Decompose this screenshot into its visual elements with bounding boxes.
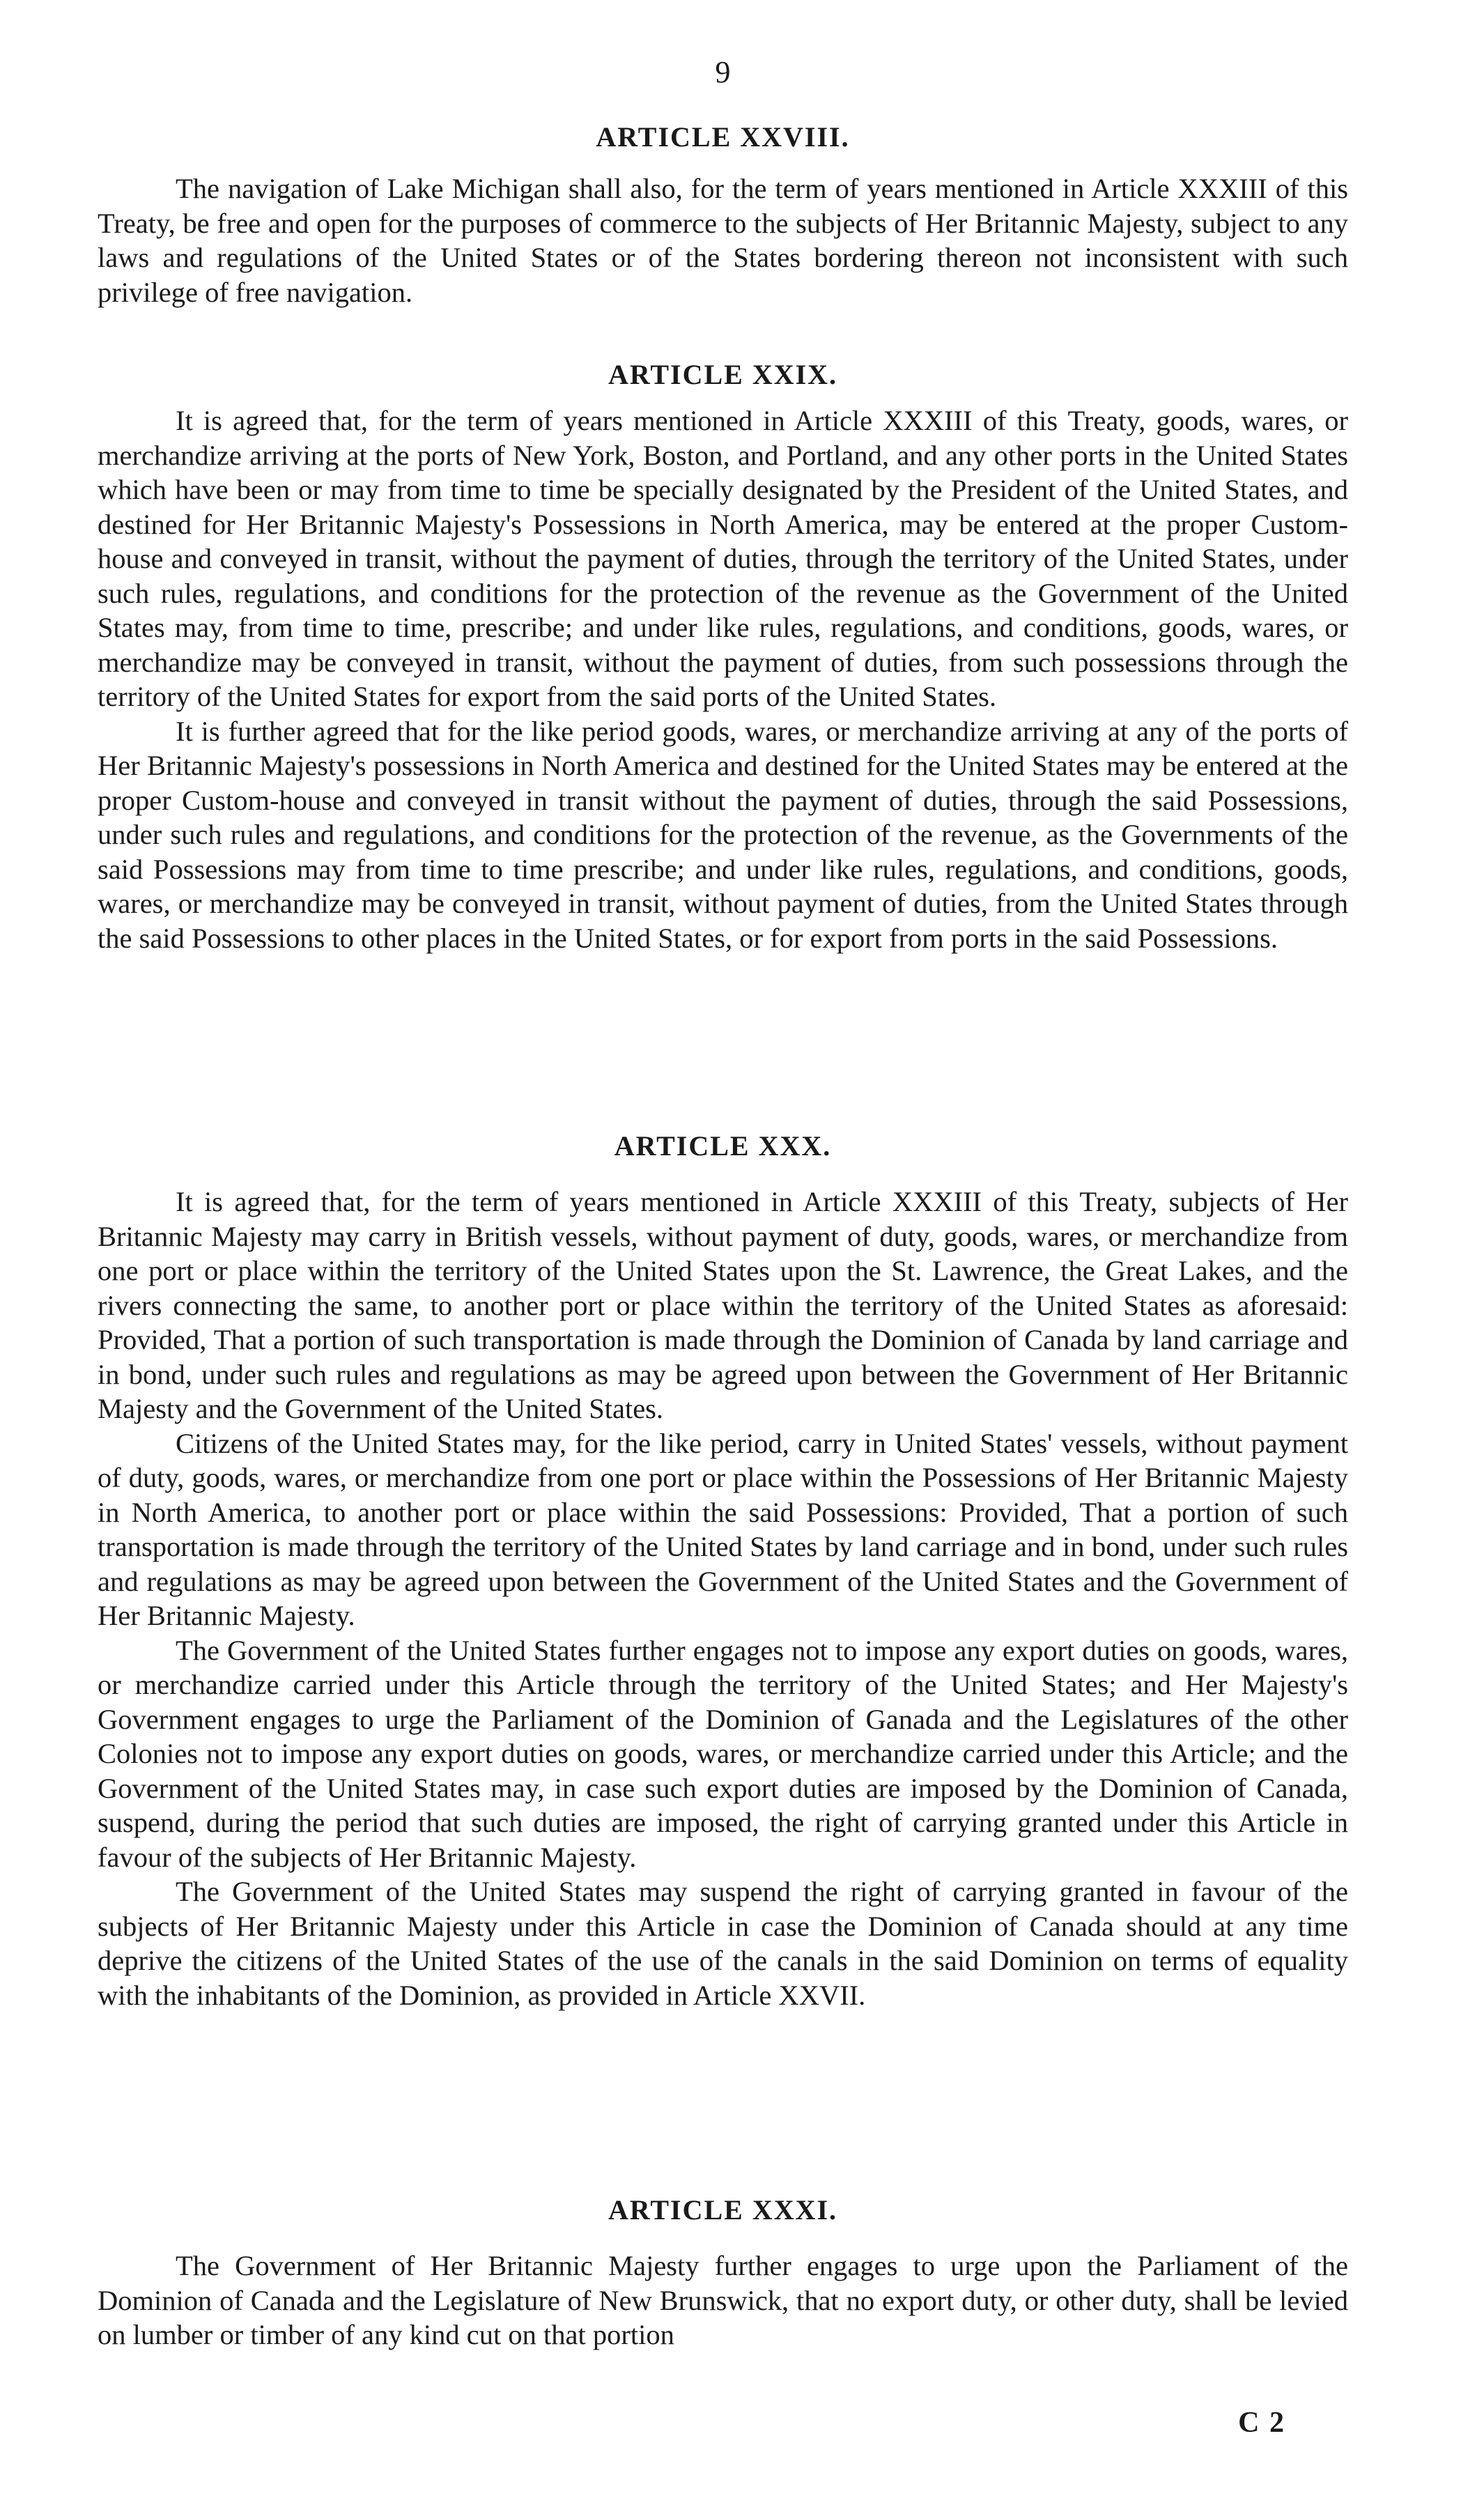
article-heading: ARTICLE XXX. [614,1130,832,1162]
article-paragraph: The navigation of Lake Michigan shall also, for the term of years mentioned in Article XXXIII of this Treaty, be free and open for the purposes of commerce to the subjects of Her Britannic Majesty, subject to any laws and regulations of the United States or of the States bordering thereon not inconsistent with such privilege of free navigation. [98,173,1348,308]
article-heading: ARTICLE XXXI. [608,2194,838,2226]
article-heading: ARTICLE XXVIII. [596,121,850,153]
article-paragraph: The Government of the United States further engages not to impose any export duties on goods, wares, or merchandize carried under this Article through the territory of the United States; and Her Majesty's Government engages to urge the Parliament of the Dominion of Ganada and the Legislatures of the other Colonies not to impose any export duties on goods, wares, or merchandize carried under this Article; and the Government of the United States may, in case such export duties are imposed by the Dominion of Canada, suspend, during the period that such duties are imposed, the right of carrying granted under this Article in favour of the subjects of Her Britannic Majesty. [98,1634,1348,1873]
article-paragraph: It is further agreed that for the like period goods, wares, or merchandize arriving at any of the ports of Her Britannic Majesty's possessions in North America and destined for the United States may be entered at the proper Custom-house and conveyed in transit without the payment of duties, through the said Possessions, under such rules and regulations, and conditions for the protection of the revenue, as the Governments of the said Possessions may from time to time prescribe; and under like rules, regulations, and conditions, goods, wares, or merchandize may be conveyed in transit, without payment of duties, from the United States through the said Possessions to other places in the United States, or for export from ports in the said Possessions. [98,715,1348,954]
article-xxxi [98,2193,1348,2352]
article-paragraph: It is agreed that, for the term of years mentioned in Article XXXIII of this Treaty, goods, wares, or merchandize arriving at the ports of New York, Boston, and Portland, and any other ports in the United States which have been or may from time to time be specially designated by the President of the United States, and destined for Her Britannic Majesty's Possessions in North America, may be entered at the proper Custom-house and conveyed in transit, without the payment of duties, through the territory of the United States, under such rules, regulations, and conditions for the protection of the revenue as the Government of the United States may, from time to time, prescribe; and under like rules, regulations, and conditions, goods, wares, or merchandize may be conveyed in transit, without the payment of duties, from such possessions through the territory of the United States for export from the said ports of the United States. [98,405,1348,712]
page-number: 9 [715,55,731,89]
article-paragraph: The Government of the United States may suspend the right of carrying granted in favour of the subjects of Her Britannic Majesty under this Article in case the Dominion of Canada should at any time deprive the citizens of the United States of the use of the canals in the said Dominion on terms of equality with the inhabitants of the Dominion, as provided in Article XXVII. [98,1876,1348,2011]
article-xxviii [98,120,1348,309]
article-xxix [98,357,1348,955]
article-xxx [98,1129,1348,2012]
signature-mark: C 2 [1238,2407,1285,2439]
document-page [98,0,1348,2498]
article-paragraph: It is agreed that, for the term of years mentioned in Article XXXIII of this Treaty, subjects of Her Britannic Majesty may carry in British vessels, without payment of duty, goods, wares, or merchandize from one port or place within the territory of the United States upon the St. Lawrence, the Great Lakes, and the rivers connecting the same, to another port or place within the territory of the United States as aforesaid: Provided, That a portion of such transportation is made through the Dominion of Canada by land carriage and in bond, under such rules and regulations as may be agreed upon between the Government of Her Britannic Majesty and the Government of the United States. [98,1186,1348,1424]
article-paragraph: The Government of Her Britannic Majesty further engages to urge upon the Parliament of the Dominion of Canada and the Legislature of New Brunswick, that no export duty, or other duty, shall be levied on lumber or timber of any kind cut on that portion [98,2250,1348,2350]
article-paragraph: Citizens of the United States may, for the like period, carry in United States' vessels, without payment of duty, goods, wares, or merchandize from one port or place within the Possessions of Her Britannic Majesty in North America, to another port or place within the said Possessions: Provided, That a portion of such transportation is made through the territory of the United States by land carriage and in bond, under such rules and regulations as may be agreed upon between the Government of the United States and the Government of Her Britannic Majesty. [98,1427,1348,1631]
article-heading: ARTICLE XXIX. [608,359,838,390]
